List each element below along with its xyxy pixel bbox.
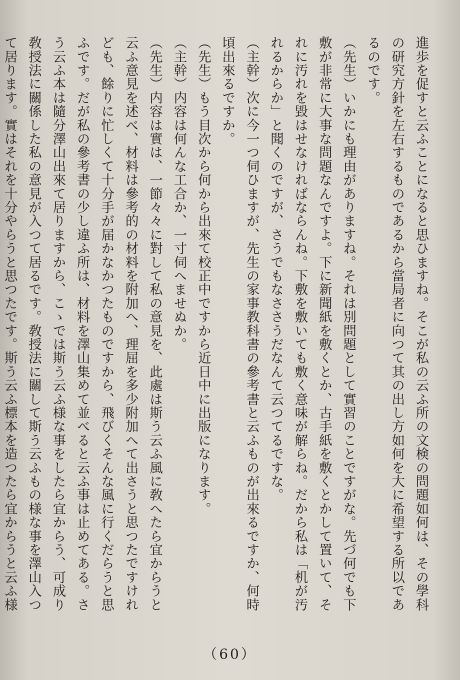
vertical-text-body [1, 36, 432, 614]
paragraph-2: （先生）いかにも理由がありますね。それは別問題として實習のことですがな。先づ何でも下敷が非常に大事な問題なんですよ。下に新聞紙を敷くとか、古手紙を敷くとかして置いて、それに汚れを毀はせなければならんね。下敷を敷いても敷く意味が解らね。だから私は「机が汚れるからか」と聞くのですが、さうでもなささうだなんて云つてるですな。 [267, 36, 356, 612]
paragraph-1: 進歩を促すと云ふことになると思ひますね。そこが私の云ふ所の文検の問題如何は、その學科の研究方針を左右するものであるから當局者に向つて其の出し方如何を大に希望する所以であるのです。 [364, 36, 428, 612]
paragraph-6: （先生）内容は實は、一節々々に對して私の意見を、此處は斯う云ふ風に敎へたら宜からうと云ふ意見を述べ、材料は參考的の材料を附加へ、理屈を多少附加へて出さうと思つたですけれども、餘りに忙しくて十分手が届かなかつたものですから、飛びくそんな風に行くだらうと思ふです。だが私の參考書の少し違ふ所は、材料を澤山集めて並べると云ふ事は止めてある。さう云ふ本は隨分澤山出來て居りますから、こゝでは斯う云ふ様な事をしたら宜からう、可成り敎授法に關係した私の意見が入つて居るです。敎授法に關して斯う云ふもの様な事を澤山入つて居ります。實はそれを十分やらうと思つたです。斯う云ふ標本を造つたら宜からうと云ふ様 [1, 36, 162, 612]
paragraph-5: （主幹）内容は何んな工合か、一寸伺へませぬか。 [170, 36, 186, 352]
page-number: （60） [203, 647, 257, 663]
paragraph-4: （先生）もう目次から何から出來て校正中ですから近日中に出版になります。 [195, 36, 211, 516]
paragraph-3: （主幹）次に今一つ伺ひますが、先生の家事教科書の參考書と云ふものが出來るですか、何時頃出來るですか。 [219, 36, 259, 612]
